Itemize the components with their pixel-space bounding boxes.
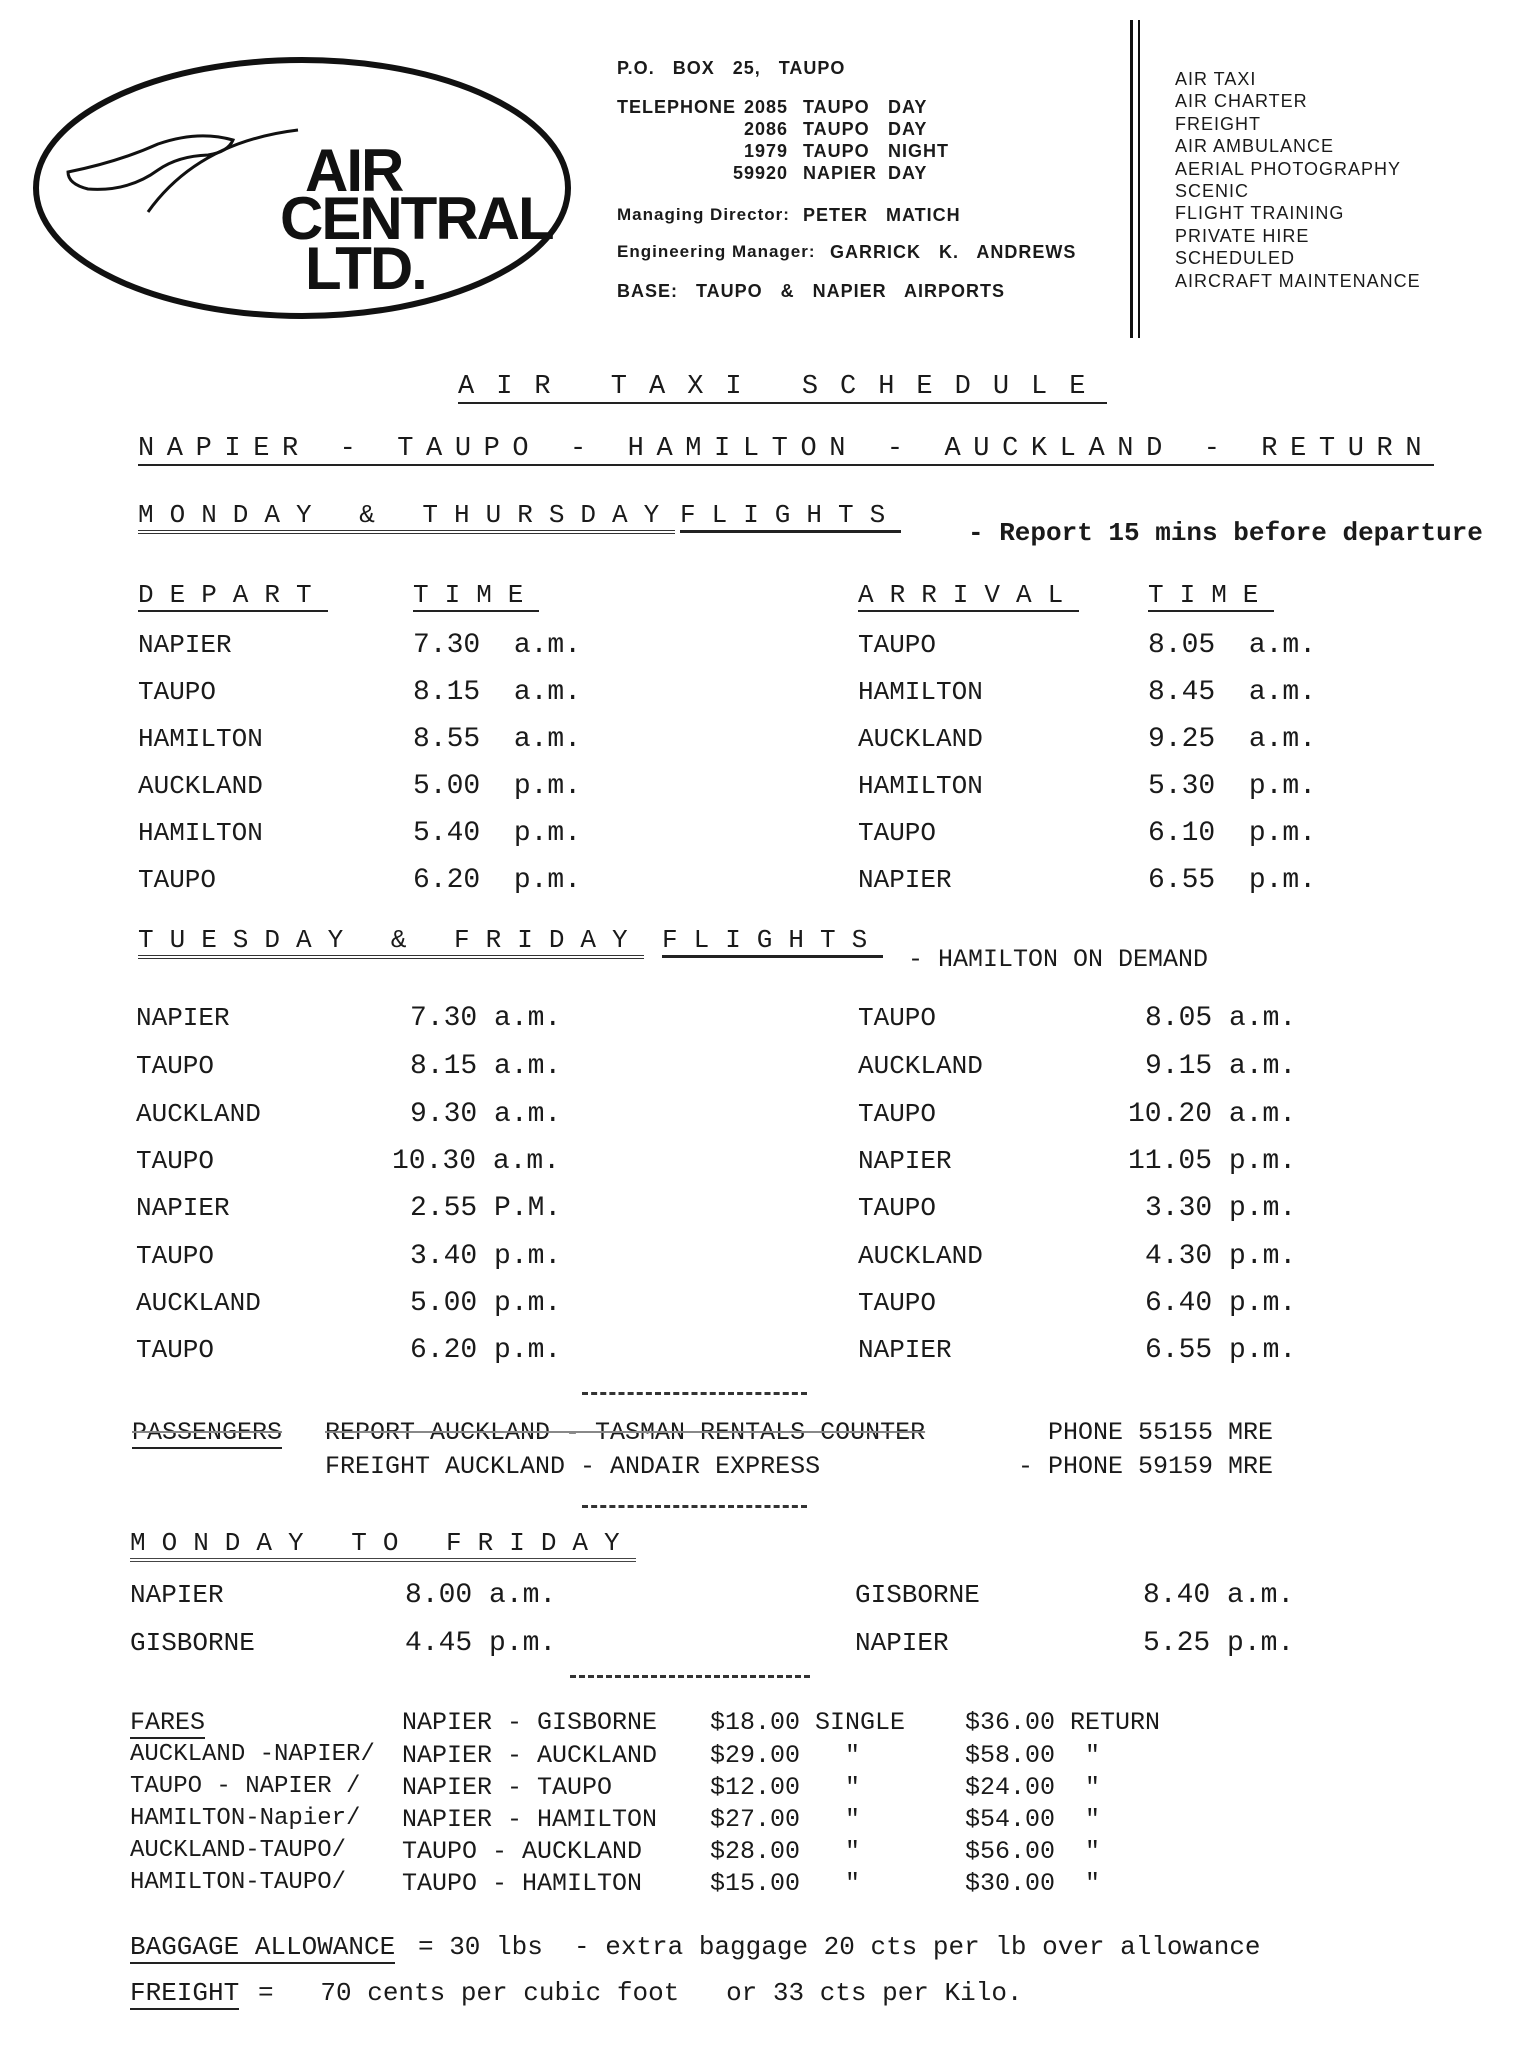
arrival-time: 8.05 a.m. (1145, 1003, 1297, 1034)
depart-place: NAPIER (136, 1003, 230, 1033)
logo-line-air: AIR (305, 137, 403, 204)
fare-left-note: AUCKLAND -NAPIER/ (130, 1741, 375, 1768)
arrival-place: TAUPO (858, 630, 937, 660)
telephone-label: TELEPHONE (617, 97, 737, 117)
fare-return: $30.00 " (965, 1869, 1101, 1898)
freight-label: FREIGHT (130, 1978, 240, 2008)
separator (582, 1505, 807, 1508)
phone-number: 59920 (732, 163, 788, 183)
depart-time: 9.30 a.m. (410, 1099, 562, 1130)
service-item: AIRCRAFT MAINTENANCE (1175, 270, 1421, 291)
depart-place: TAUPO (136, 1146, 215, 1176)
phone-place: TAUPO (803, 119, 870, 139)
arrival-place: HAMILTON (858, 771, 983, 801)
depart-time: 3.40 p.m. (410, 1241, 562, 1272)
arrival-place: GISBORNE (855, 1580, 980, 1610)
service-item: PRIVATE HIRE (1175, 225, 1310, 246)
separator (582, 1392, 807, 1395)
phone-line-2: - PHONE 59159 MRE (1018, 1452, 1274, 1481)
depart-place: AUCKLAND (138, 771, 263, 801)
fare-route: NAPIER - TAUPO (402, 1773, 613, 1802)
col-time: TIME (1148, 580, 1275, 610)
depart-time: 4.45 p.m. (405, 1628, 557, 1659)
fare-single: $15.00 " (710, 1869, 861, 1898)
arrival-time: 5.25 p.m. (1143, 1628, 1295, 1659)
col-time: TIME (413, 580, 540, 610)
fare-single: $27.00 " (710, 1805, 861, 1834)
arrival-place: NAPIER (858, 865, 952, 895)
phone-place: TAUPO (803, 97, 870, 117)
fare-route: TAUPO - AUCKLAND (402, 1837, 643, 1866)
arrival-place: TAUPO (858, 818, 937, 848)
fare-left-note: TAUPO - NAPIER / (130, 1773, 361, 1800)
service-item: FLIGHT TRAINING (1175, 203, 1345, 224)
arrival-time: 8.45 a.m. (1148, 677, 1317, 708)
fare-route: NAPIER - GISBORNE (402, 1708, 658, 1737)
phone-when: NIGHT (888, 141, 949, 161)
fare-return: $56.00 " (965, 1837, 1101, 1866)
depart-time: 7.30 a.m. (410, 1003, 562, 1034)
base: BASE: TAUPO & NAPIER AIRPORTS (617, 281, 1006, 301)
arrival-time: 6.55 p.m. (1148, 865, 1317, 896)
fare-return: $36.00 RETURN (965, 1708, 1161, 1737)
service-item: FREIGHT (1175, 113, 1261, 134)
arrival-time: 8.05 a.m. (1148, 630, 1317, 661)
depart-place: TAUPO (138, 865, 217, 895)
arrival-time: 4.30 p.m. (1145, 1241, 1297, 1272)
arrival-time: 6.40 p.m. (1145, 1288, 1297, 1319)
arrival-place: TAUPO (858, 1099, 937, 1129)
service-item: SCHEDULED (1175, 248, 1296, 269)
depart-place: TAUPO (136, 1241, 215, 1271)
col-arrival: ARRIVAL (858, 580, 1080, 610)
arrival-time: 9.25 a.m. (1148, 724, 1317, 755)
divider (1130, 20, 1133, 338)
depart-time: 6.20 p.m. (413, 865, 582, 896)
phone-number: 1979 (743, 141, 788, 161)
depart-time: 8.00 a.m. (405, 1580, 557, 1611)
phone-place: TAUPO (803, 141, 870, 161)
fare-single: $29.00 " (710, 1741, 861, 1770)
fare-return: $58.00 " (965, 1741, 1101, 1770)
depart-time: 2.55 P.M. (410, 1193, 562, 1224)
fare-single: $18.00 SINGLE (710, 1708, 906, 1737)
depart-place: TAUPO (136, 1051, 215, 1081)
schedule-title: AIR TAXI SCHEDULE (458, 372, 1108, 402)
arrival-place: AUCKLAND (858, 724, 983, 754)
logo-line-central: CENTRAL (280, 185, 553, 252)
fare-single: $28.00 " (710, 1837, 861, 1866)
baggage-label: BAGGAGE ALLOWANCE (130, 1932, 396, 1962)
fare-route: NAPIER - AUCKLAND (402, 1741, 658, 1770)
arrival-time: 6.10 p.m. (1148, 818, 1317, 849)
service-item: AERIAL PHOTOGRAPHY (1175, 158, 1402, 179)
service-item: AIR TAXI (1175, 69, 1257, 89)
baggage-text: = 30 lbs - extra baggage 20 cts per lb over allowance (418, 1932, 1261, 1962)
freight-auckland: FREIGHT AUCKLAND - ANDAIR EXPRESS (325, 1452, 821, 1481)
phone-when: DAY (888, 163, 928, 183)
depart-place: HAMILTON (138, 724, 263, 754)
arrival-place: AUCKLAND (858, 1241, 983, 1271)
mon-thu-flights: FLIGHTS (680, 500, 901, 533)
md-name: PETER MATICH (803, 205, 961, 225)
arrival-time: 9.15 a.m. (1145, 1051, 1297, 1082)
depart-place: AUCKLAND (136, 1288, 261, 1318)
depart-time: 7.30 a.m. (413, 630, 582, 661)
fare-return: $54.00 " (965, 1805, 1101, 1834)
arrival-time: 11.05 p.m. (1128, 1146, 1297, 1177)
report-auckland: REPORT AUCKLAND - TASMAN RENTALS COUNTER (325, 1418, 926, 1447)
arrival-place: TAUPO (858, 1003, 937, 1033)
depart-place: NAPIER (130, 1580, 224, 1610)
depart-time: 5.40 p.m. (413, 818, 582, 849)
depart-place: NAPIER (136, 1193, 230, 1223)
depart-time: 6.20 p.m. (410, 1335, 562, 1366)
arrival-place: TAUPO (858, 1193, 937, 1223)
depart-time: 8.15 a.m. (413, 677, 582, 708)
po-box: P.O. BOX 25, TAUPO (617, 58, 846, 78)
bird-icon (68, 136, 233, 190)
arrival-place: AUCKLAND (858, 1051, 983, 1081)
fare-left-note: HAMILTON-Napier/ (130, 1805, 361, 1832)
phone-place: NAPIER (803, 163, 878, 183)
fare-route: NAPIER - HAMILTON (402, 1805, 658, 1834)
passengers-label: PASSENGERS (132, 1418, 283, 1447)
route-heading: NAPIER - TAUPO - HAMILTON - AUCKLAND - RETURN (138, 434, 1435, 464)
depart-place: NAPIER (138, 630, 232, 660)
depart-time: 10.30 a.m. (392, 1146, 561, 1177)
phone-when: DAY (888, 119, 928, 139)
depart-place: HAMILTON (138, 818, 263, 848)
arrival-place: NAPIER (858, 1335, 952, 1365)
depart-time: 8.55 a.m. (413, 724, 582, 755)
depart-time: 8.15 a.m. (410, 1051, 562, 1082)
phone-number: 2085 (743, 97, 788, 117)
em-name: GARRICK K. ANDREWS (830, 242, 1077, 262)
fare-single: $12.00 " (710, 1773, 861, 1802)
services-list (1175, 68, 1421, 292)
arrival-time: 8.40 a.m. (1143, 1580, 1295, 1611)
arrival-place: HAMILTON (858, 677, 983, 707)
tue-fri-heading: TUESDAY & FRIDAY (138, 925, 644, 959)
arrival-place: TAUPO (858, 1288, 937, 1318)
fares-label: FARES (130, 1708, 206, 1737)
arrival-time: 5.30 p.m. (1148, 771, 1317, 802)
arrival-time: 10.20 a.m. (1128, 1099, 1297, 1130)
separator (570, 1675, 810, 1678)
hamilton-on-demand: - HAMILTON ON DEMAND (908, 945, 1209, 974)
phone-line-1: PHONE 55155 MRE (1048, 1418, 1274, 1447)
freight-text: = 70 cents per cubic foot or 33 cts per Kilo. (258, 1978, 1023, 2008)
depart-place: TAUPO (136, 1335, 215, 1365)
arrival-time: 3.30 p.m. (1145, 1193, 1297, 1224)
arrival-time: 6.55 p.m. (1145, 1335, 1297, 1366)
fare-left-note: HAMILTON-TAUPO/ (130, 1869, 347, 1896)
depart-time: 5.00 p.m. (410, 1288, 562, 1319)
divider (1138, 20, 1140, 338)
service-item: AIR CHARTER (1175, 91, 1308, 112)
service-item: AIR AMBULANCE (1175, 136, 1335, 157)
fare-return: $24.00 " (965, 1773, 1101, 1802)
phone-number: 2086 (743, 119, 788, 139)
em-label: Engineering Manager: (617, 242, 816, 261)
md-label: Managing Director: (617, 205, 790, 224)
depart-place: TAUPO (138, 677, 217, 707)
fare-route: TAUPO - HAMILTON (402, 1869, 643, 1898)
arrival-place: NAPIER (858, 1146, 952, 1176)
logo-line-ltd: LTD. (305, 235, 426, 302)
depart-place: GISBORNE (130, 1628, 255, 1658)
depart-place: AUCKLAND (136, 1099, 261, 1129)
col-depart: DEPART (138, 580, 328, 610)
depart-time: 5.00 p.m. (413, 771, 582, 802)
phone-when: DAY (888, 97, 928, 117)
service-item: SCENIC (1175, 181, 1250, 202)
report-note: - Report 15 mins before departure (968, 518, 1483, 548)
mon-fri-heading: MONDAY TO FRIDAY (130, 1528, 636, 1562)
mon-thu-heading: MONDAY & THURSDAY (138, 500, 675, 534)
arrival-place: NAPIER (855, 1628, 949, 1658)
fare-left-note: AUCKLAND-TAUPO/ (130, 1837, 347, 1864)
tue-fri-flights: FLIGHTS (662, 925, 883, 958)
